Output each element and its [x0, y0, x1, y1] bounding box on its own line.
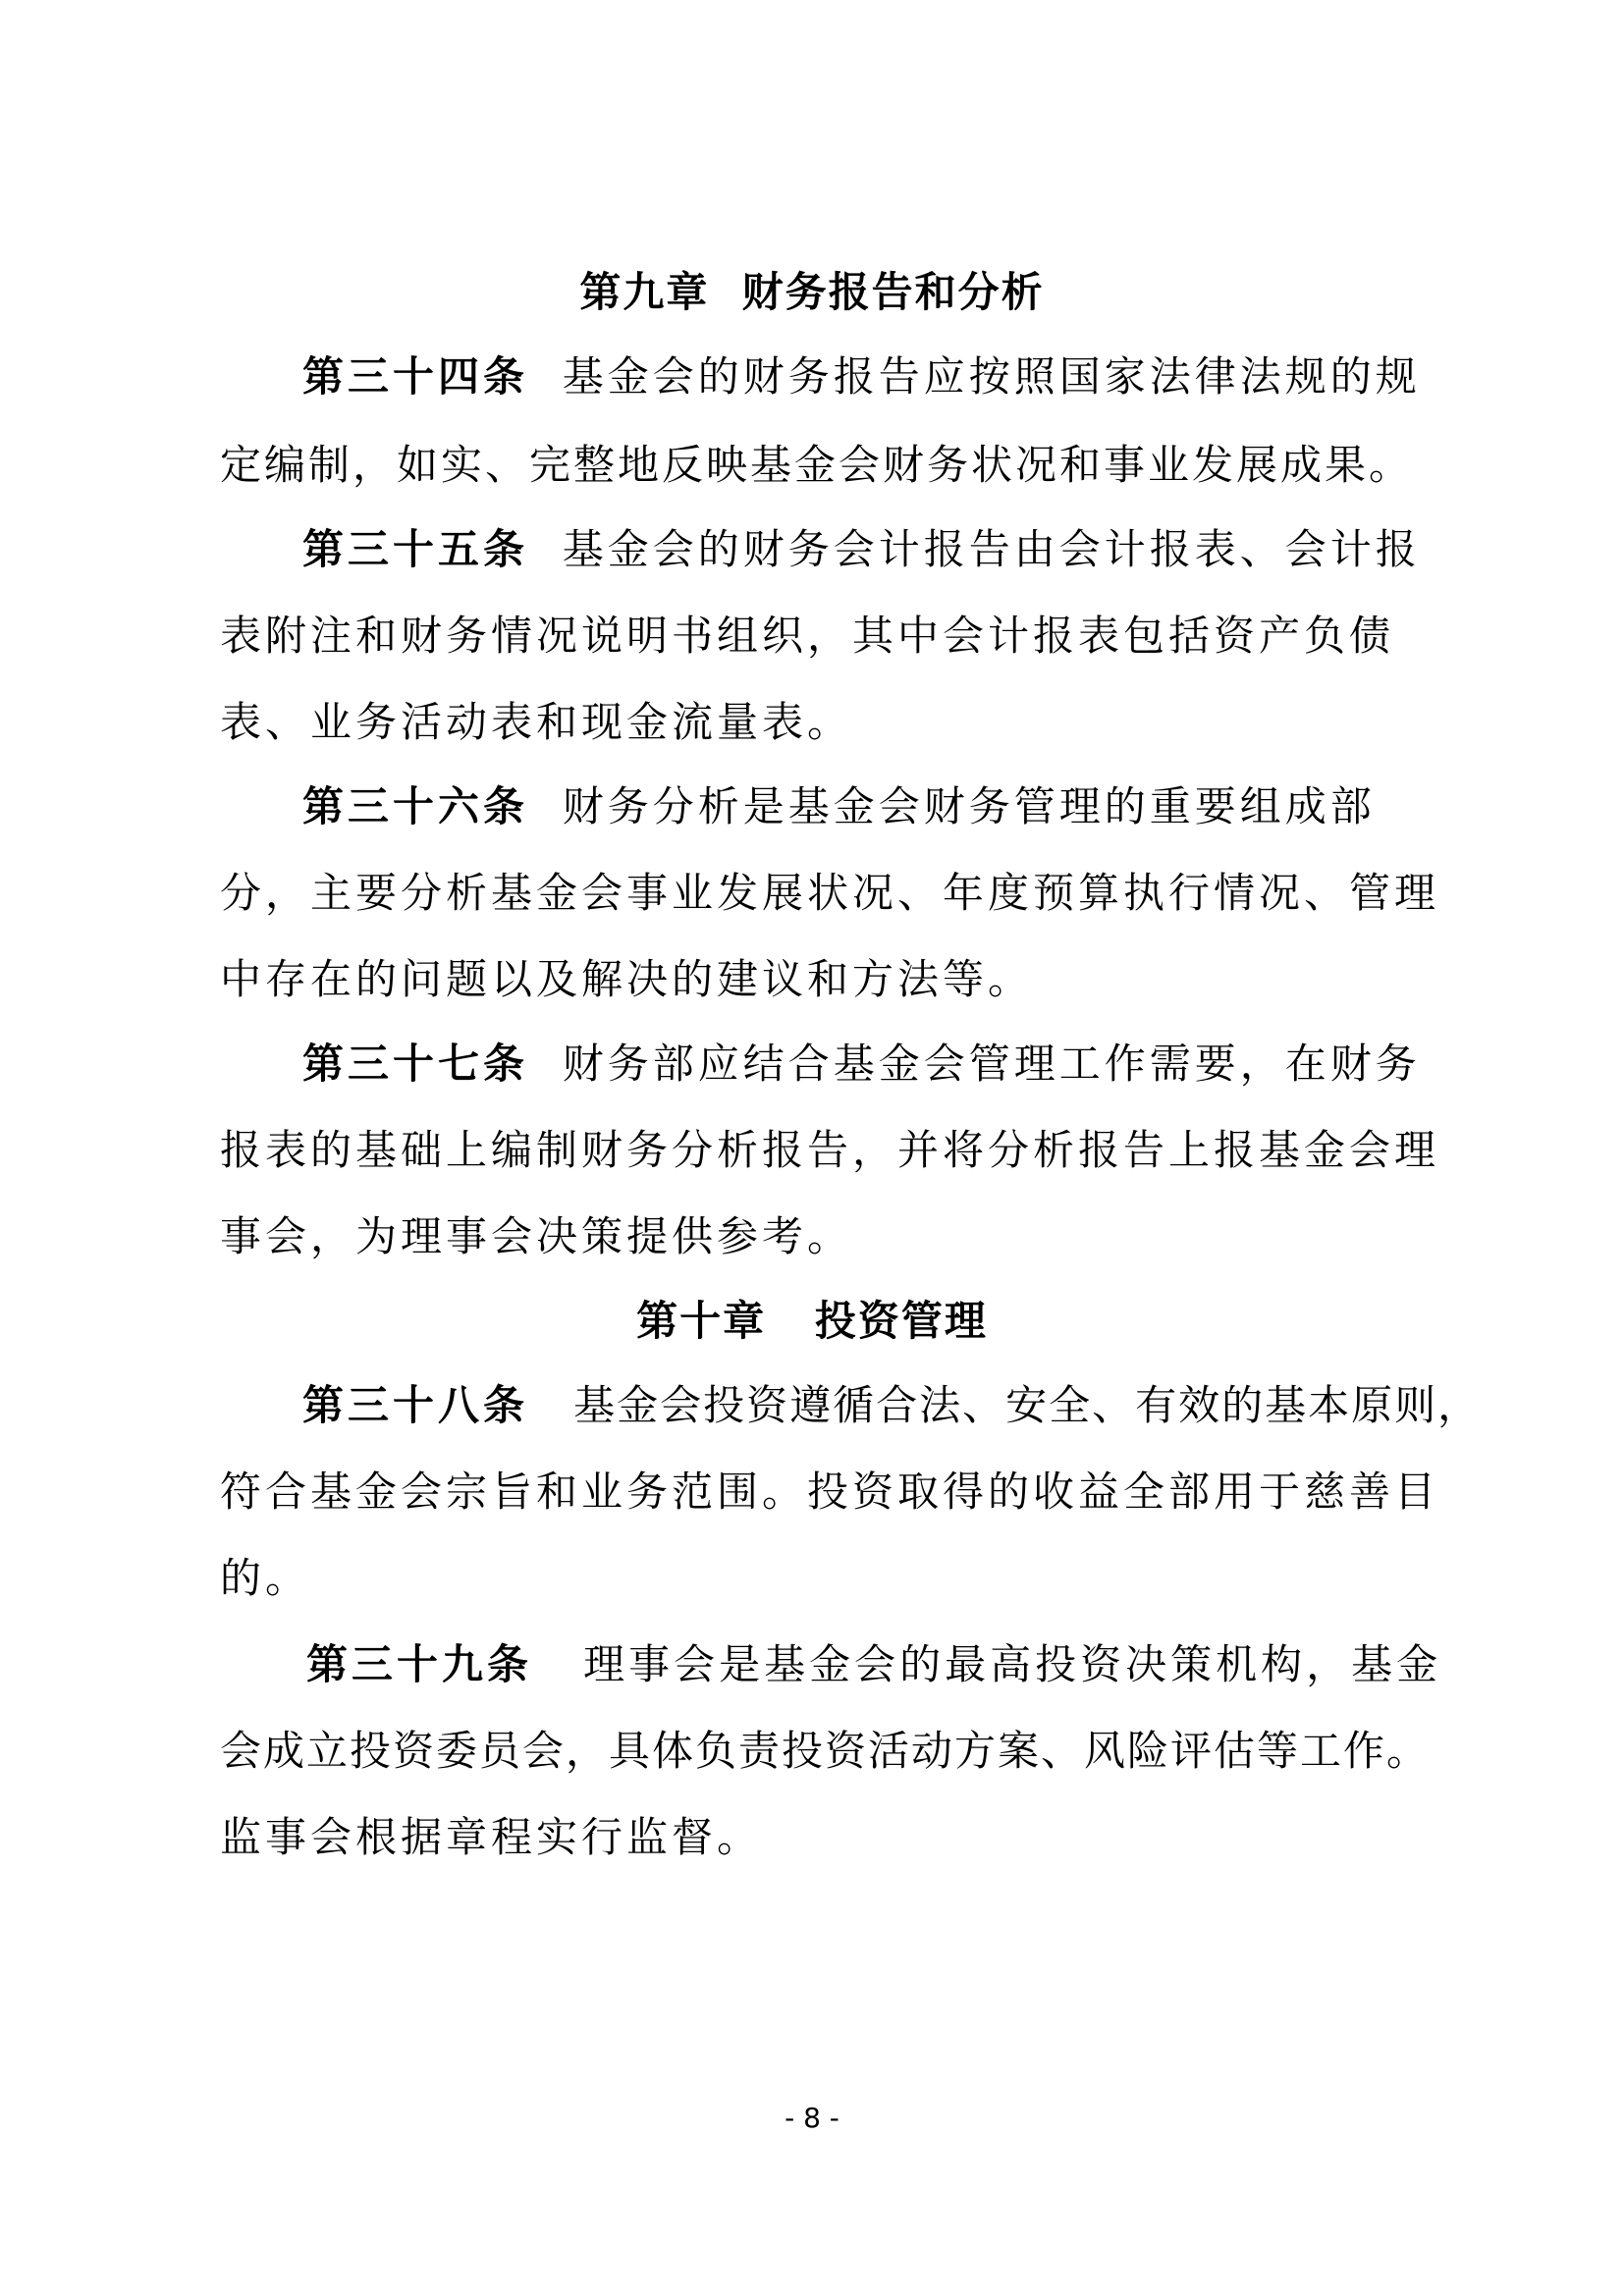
article-39-number: 第三十九条 — [306, 1640, 533, 1688]
article-35-line-2: 表附注和财务情况说明书组织，其中会计报表包括资产负债 — [220, 612, 1395, 660]
article-38-text: 基金会投资遵循合法、安全、有效的基本原则， — [573, 1381, 1482, 1429]
article-35-text: 基金会的财务会计报告由会计报表、会计报 — [562, 525, 1421, 573]
article-38-number: 第三十八条 — [302, 1381, 529, 1429]
article-34-line-2: 定编制，如实、完整地反映基金会财务状况和事业发展成果。 — [220, 441, 1414, 489]
article-35-line-3: 表、业务活动表和现金流量表。 — [220, 698, 853, 746]
article-39-text: 理事会是基金会的最高投资决策机构，基金 — [583, 1640, 1442, 1688]
article-38-line-2: 符合基金会宗旨和业务范围。投资取得的收益全部用于慈善目 — [220, 1468, 1440, 1516]
article-36-line-3: 中存在的问题以及解决的建议和方法等。 — [220, 955, 1034, 1003]
article-35-first-line — [302, 524, 1421, 575]
article-39-line-3: 监事会根据章程实行监督。 — [220, 1813, 763, 1861]
article-34-first-line — [302, 351, 1421, 402]
article-36-first-line — [302, 781, 1376, 832]
article-36-number: 第三十六条 — [302, 782, 529, 830]
article-39-first-line — [306, 1639, 1441, 1690]
article-37-line-2: 报表的基础上编制财务分析报告，并将分析报告上报基金会理 — [220, 1126, 1440, 1174]
article-38-line-3: 的。 — [220, 1554, 311, 1602]
article-37-first-line — [302, 1039, 1421, 1090]
article-37-number: 第三十七条 — [302, 1040, 529, 1088]
chapter-9-heading: 第九章 财务报告和分析 — [579, 268, 1045, 316]
article-34-text: 基金会的财务报告应按照国家法律法规的规 — [562, 352, 1421, 400]
page-number: - 8 - — [785, 2102, 839, 2134]
article-37-text: 财务部应结合基金会管理工作需要，在财务 — [562, 1040, 1421, 1088]
article-36-line-2: 分，主要分析基金会事业发展状况、年度预算执行情况、管理 — [220, 869, 1440, 917]
chapter-10-heading: 第十章 投资管理 — [636, 1297, 988, 1345]
article-36-text: 财务分析是基金会财务管理的重要组成部 — [562, 782, 1376, 830]
article-37-line-3: 事会，为理事会决策提供参考。 — [220, 1212, 853, 1260]
article-38-first-line — [302, 1380, 1481, 1431]
article-39-line-2: 会成立投资委员会，具体负责投资活动方案、风险评估等工作。 — [220, 1727, 1431, 1775]
article-34-number: 第三十四条 — [302, 352, 529, 400]
article-35-number: 第三十五条 — [302, 525, 529, 573]
